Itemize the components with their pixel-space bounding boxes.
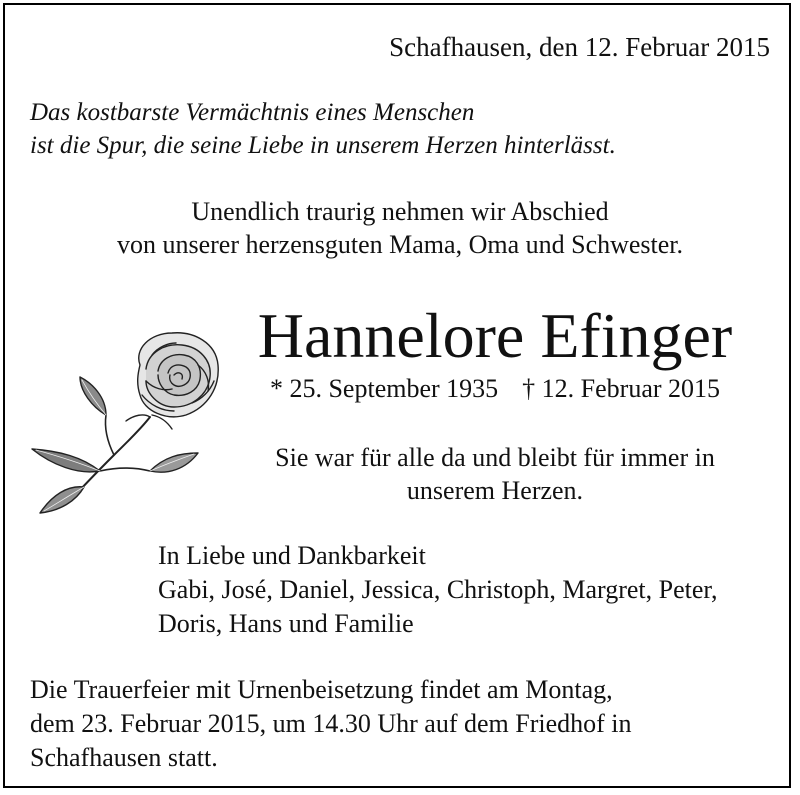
birth-date: * 25. September 1935	[269, 374, 499, 403]
family-signature	[158, 539, 718, 641]
ceremony-line: dem 23. Februar 2015, um 14.30 Uhr auf dem Friedhof in	[30, 709, 632, 738]
memory-line: Sie war für alle da und bleibt für immer in	[275, 443, 715, 472]
place-date: Schafhausen, den 12. Februar 2015	[389, 32, 770, 62]
ceremony-info	[30, 673, 632, 775]
intro-line: Unendlich traurig nehmen wir Abschied	[191, 197, 609, 226]
ceremony-line: Die Trauerfeier mit Urnenbeisetzung findet am Montag,	[30, 675, 613, 704]
deceased-name: Hannelore Efinger	[257, 300, 733, 371]
quote-line: ist die Spur, die seine Liebe in unserem Herzen hinterlässt.	[30, 132, 616, 159]
life-dates	[230, 372, 760, 406]
family-line: Doris, Hans und Familie	[158, 609, 414, 638]
memorial-quote	[30, 96, 616, 162]
family-line: Gabi, José, Daniel, Jessica, Christoph, Margret, Peter,	[158, 575, 718, 604]
family-line: In Liebe und Dankbarkeit	[158, 541, 426, 570]
memory-line: unserem Herzen.	[406, 476, 584, 505]
intro-line: von unserer herzensguten Mama, Oma und Schwester.	[116, 230, 684, 259]
memory-text	[230, 441, 760, 507]
death-date: † 12. Februar 2015	[522, 374, 721, 403]
farewell-intro	[0, 195, 800, 261]
ceremony-line: Schafhausen statt.	[30, 743, 218, 772]
quote-line: Das kostbarste Vermächtnis eines Menschen	[30, 99, 475, 126]
rose-icon	[22, 325, 232, 525]
